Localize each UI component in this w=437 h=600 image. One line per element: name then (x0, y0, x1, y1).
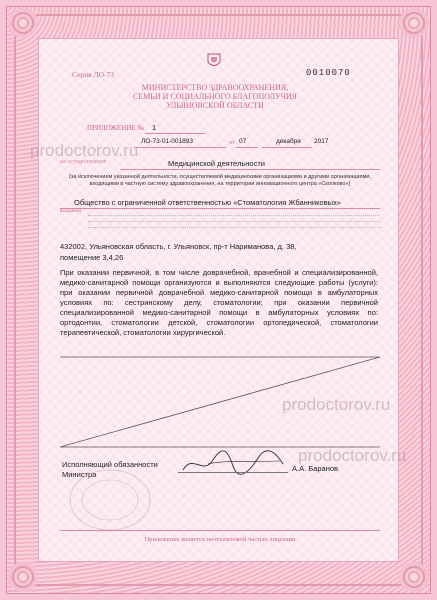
coat-of-arms-icon (206, 52, 222, 70)
watermark-bottom: prodoctorov.ru (298, 446, 407, 465)
license-line (134, 147, 226, 148)
activity-note: (за исключением указанной деятельности, осуществляемой медицинскими организациями и другими организациями, входящими в частную систему здравоохранения, на территории инновационного центра «Сколково») (69, 174, 371, 187)
footer-line (60, 530, 380, 531)
signature-scribble (178, 448, 288, 478)
annex-number: 1 (152, 123, 157, 132)
corner-rosette (399, 8, 429, 38)
activity-line (120, 169, 380, 170)
address-line-1: 432002, Ульяновская область, г. Ульяновск, пр-т Нариманова, д. 38, (60, 242, 297, 251)
signature-line (178, 472, 288, 473)
signatory-position: Исполняющий обязанности Министра (62, 460, 158, 479)
address-line-2: помещение 3,4,26 (60, 253, 124, 262)
date-year: 2017 (314, 138, 329, 145)
corner-rosette (399, 562, 429, 592)
activity-label: на осуществление (60, 159, 107, 165)
organization-line (60, 208, 380, 209)
watermark-top: prodoctorov.ru (30, 141, 139, 160)
official-seal-icon (60, 465, 160, 535)
issued-label: выданной (60, 209, 82, 214)
series-label: Серия ЛО-73 (72, 70, 115, 79)
date-month: декабря (276, 138, 301, 145)
watermark-middle: prodoctorov.ru (282, 395, 391, 414)
corner-rosette (8, 8, 38, 38)
organization-caption (88, 210, 380, 228)
corner-rosette (8, 562, 38, 592)
day-line (236, 147, 258, 148)
date-prefix: от (229, 139, 236, 146)
ministry-title: МИНИСТЕРСТВО ЗДРАВООХРАНЕНИЯ, СЕМЬИ И СОЦИАЛЬНОГО БЛАГОПОЛУЧИЯ УЛЬЯНОВСКОЙ ОБЛАСТИ (132, 83, 298, 110)
form-number: 0010070 (306, 68, 351, 78)
activity-value: Медицинской деятельности (168, 159, 265, 168)
organization-name: Общество с ограниченной ответственностью «Стоматология Жбанниковых» (74, 198, 341, 207)
date-day: 07 (239, 138, 247, 145)
footer-note: Приложение является неотъемлемой частью лицензии (144, 536, 296, 543)
license-number: ЛО-73-01-001893 (141, 138, 193, 145)
month-line (262, 147, 312, 148)
services-text: При оказании первичной, в том числе доврачебной, врачебной и специализированной, медико-санитарной помощи организуются и выполняются следующие работы (услуги): при оказании первичной доврачебной медико-санитарной помощи в амбулаторных условиях по: сестринскому делу, стоматологии; при оказании первичной специализированной медико-санитарной помощи в амбулаторных условиях по: ортодонтии, стоматологии детской, стоматологии ортопедической, стоматологии терапевтической, стоматологии хирургической. (60, 268, 378, 337)
annex-number-line (145, 133, 205, 134)
annex-label: ПРИЛОЖЕНИЕ № (87, 124, 144, 132)
signatory-name: А.А. Баранов (292, 464, 338, 473)
